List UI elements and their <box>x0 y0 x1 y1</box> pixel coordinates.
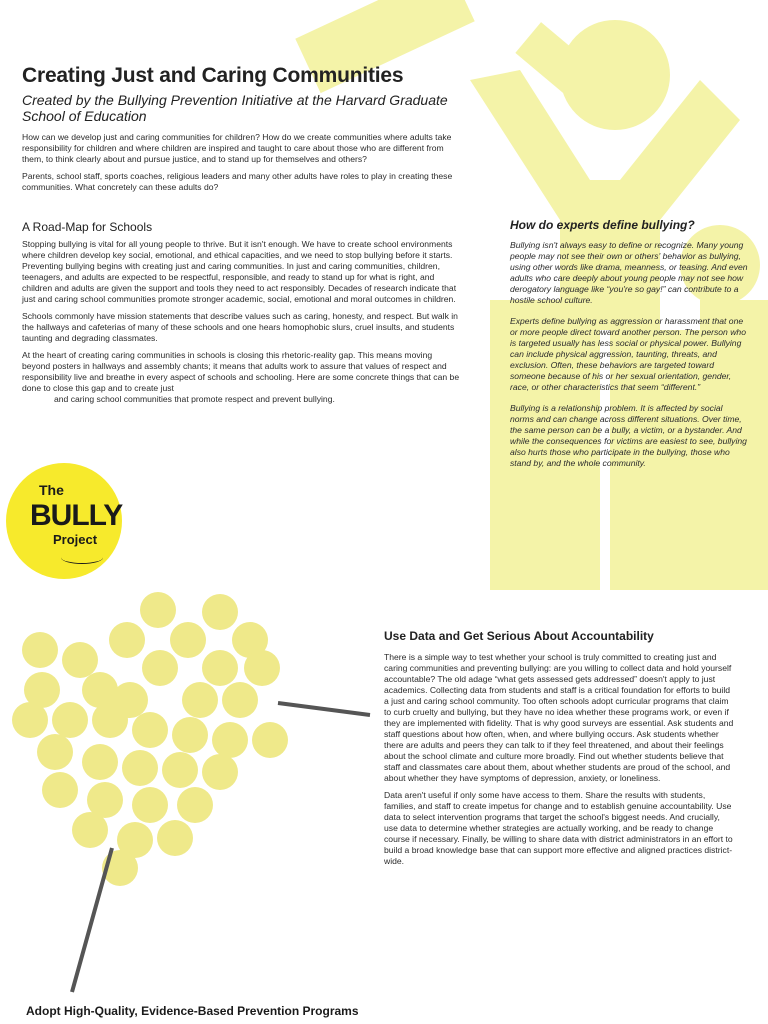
decorative-dot <box>222 682 258 718</box>
connector-line-lower <box>72 848 112 992</box>
roadmap-paragraph: At the heart of creating caring communities in schools is closing this rhetoric-reality gap. This means moving beyond posters in hallways and assembly chants; it means that adults work to assure that values of respect and responsibility live and breathe in every aspect of schools and schooling. Here are some concrete things that can be done to close this gap and to create just <box>22 350 460 393</box>
experts-paragraph: Experts define bullying as aggression or harassment that one or more people direct toward another person. The person who is targeted usually has less social or physical power. Bullying can include physical aggression, taunting, threats, and exclusion. Often, these behaviors are targeted toward someone because of his or her sexual orientation, gender, race, or other characteristics that seem “different.” <box>510 316 746 392</box>
decorative-dot <box>132 712 168 748</box>
logo-project: Project <box>53 532 98 547</box>
connector-line <box>278 703 370 715</box>
decorative-dot <box>42 772 78 808</box>
decorative-dot <box>202 754 238 790</box>
experts-paragraph: Bullying isn't always easy to define or recognize. Many young people may not see their own or others' behavior as bullying, using other words like drama, meanness, or teasing. And even adults who care deeply about young people may not see how derogatory language like “you're so gay!” can contribute to a hostile school culture. <box>510 240 748 305</box>
logo-swoosh <box>61 551 103 564</box>
decorative-dot <box>52 702 88 738</box>
page-subtitle: Created by the Bullying Prevention Initiative at the Harvard Graduate School of Education <box>22 92 448 124</box>
logo-bully: BULLY <box>30 499 123 532</box>
experts-sidebar <box>510 240 748 479</box>
decorative-dot <box>142 650 178 686</box>
decorative-dot <box>177 787 213 823</box>
decorative-dot <box>212 722 248 758</box>
decorative-dot <box>182 682 218 718</box>
decorative-dot <box>37 734 73 770</box>
decorative-dot <box>162 752 198 788</box>
decorative-dot <box>12 702 48 738</box>
decorative-dot <box>109 622 145 658</box>
decorative-dot <box>244 650 280 686</box>
data-heading: Use Data and Get Serious About Accountability <box>384 629 654 643</box>
intro-paragraph: Parents, school staff, sports coaches, religious leaders and many other adults have roles to play in creating these communities. What concretely can these adults do? <box>22 171 453 192</box>
decorative-dot <box>122 750 158 786</box>
decorative-dot <box>82 744 118 780</box>
roadmap-paragraph: Stopping bullying is vital for all young people to thrive. But it isn't enough. We have to create school environments where children develop key social, emotional, and ethical capacities, and we need to stop bullying before it starts. Preventing bullying begins with creating just and caring communities. In just and caring communities, children, teenagers, and adults are expected to be respectful, responsible, and ready to stand up for what is right, and children and adults are given the support and tools they need to act responsibly. Decades of research indicate that just and caring school communities promote stronger academic, social, emotional and moral outcomes in children. <box>22 239 457 304</box>
decorative-dot <box>202 650 238 686</box>
decorative-dot <box>132 787 168 823</box>
decorative-dot <box>72 812 108 848</box>
experts-heading: How do experts define bullying? <box>510 218 695 232</box>
decorative-dot <box>140 592 176 628</box>
data-paragraph: Data aren't useful if only some have access to them. Share the results with students, families, and staff to create impetus for change and to establish genuine accountability. Use data to select intervention programs that target the school's biggest needs. And crucially, use data to determine whether strategies are actually working, and be ready to change course if necessary. Finally, be willing to share data with district administrators in an effort to build a broad knowledge base that can support more effective and aligned practices district-wide. <box>384 790 733 866</box>
decorative-dot <box>252 722 288 758</box>
page-title: Creating Just and Caring Communities <box>22 64 404 87</box>
data-section <box>384 652 734 873</box>
decorative-dot <box>92 702 128 738</box>
decorative-dot <box>62 642 98 678</box>
bully-project-logo <box>6 463 122 579</box>
experts-paragraph: Bullying is a relationship problem. It is affected by social norms and can change across different situations. Over time, the same person can be a bully, a victim, or a bystander. And while the consequences for victims are easiest to see, bullying also hurts those who participate in the bullying, those who stand by, and the whole community. <box>510 403 747 468</box>
dot-cluster <box>12 592 288 886</box>
logo-the: The <box>39 482 64 498</box>
decorative-dot <box>170 622 206 658</box>
intro-paragraph: How can we develop just and caring communities for children? How do we create communities where adults take responsibility for children and where children are inspired and taught to care about those who are different from them, to think clearly about and pursue justice, and to stand up for themselves and others? <box>22 132 452 164</box>
roadmap-heading: A Road-Map for Schools <box>22 220 153 234</box>
data-paragraph: There is a simple way to test whether your school is truly committed to creating just and caring communities and preventing bullying: are you willing to collect data and hold yourself accountable? The old adage “what gets assessed gets addressed” doesn't apply to just academics. Collecting data from students and staff is a critical foundation for efforts to build a just and caring school community. Too often schools adopt curricular programs that claim to curb cruelty and bullying, but they have no idea whether these programs work, or even if they are implemented with fidelity. That is why good surveys are essential. Ask students and staff questions about how often, when, and where bullying occurs. Ask students whether there are adults and peers they can talk to if they feel threatened, and about their feelings about the school climate and culture more broadly. Find out whether students believe that staff and classmates care about them, about whether students are proud of the school, and about whether they have symptoms of depression, anxiety, or loneliness. <box>384 652 734 783</box>
roadmap-paragraph: and caring school communities that promote respect and prevent bullying. <box>54 394 335 404</box>
decorative-dot <box>172 717 208 753</box>
roadmap-paragraph: Schools commonly have mission statements that describe values such as caring, honesty, and respect. But walk in the hallways and cafeterias of many of these schools and one hears homophobic slurs, cruel insults, and students taunting and degrading classmates. <box>22 311 458 343</box>
decorative-dot <box>202 594 238 630</box>
adopt-programs-heading: Adopt High-Quality, Evidence-Based Prevention Programs <box>26 1004 359 1018</box>
intro-section <box>22 132 462 199</box>
decorative-dot <box>157 820 193 856</box>
roadmap-section <box>22 239 460 411</box>
decorative-dot <box>22 632 58 668</box>
